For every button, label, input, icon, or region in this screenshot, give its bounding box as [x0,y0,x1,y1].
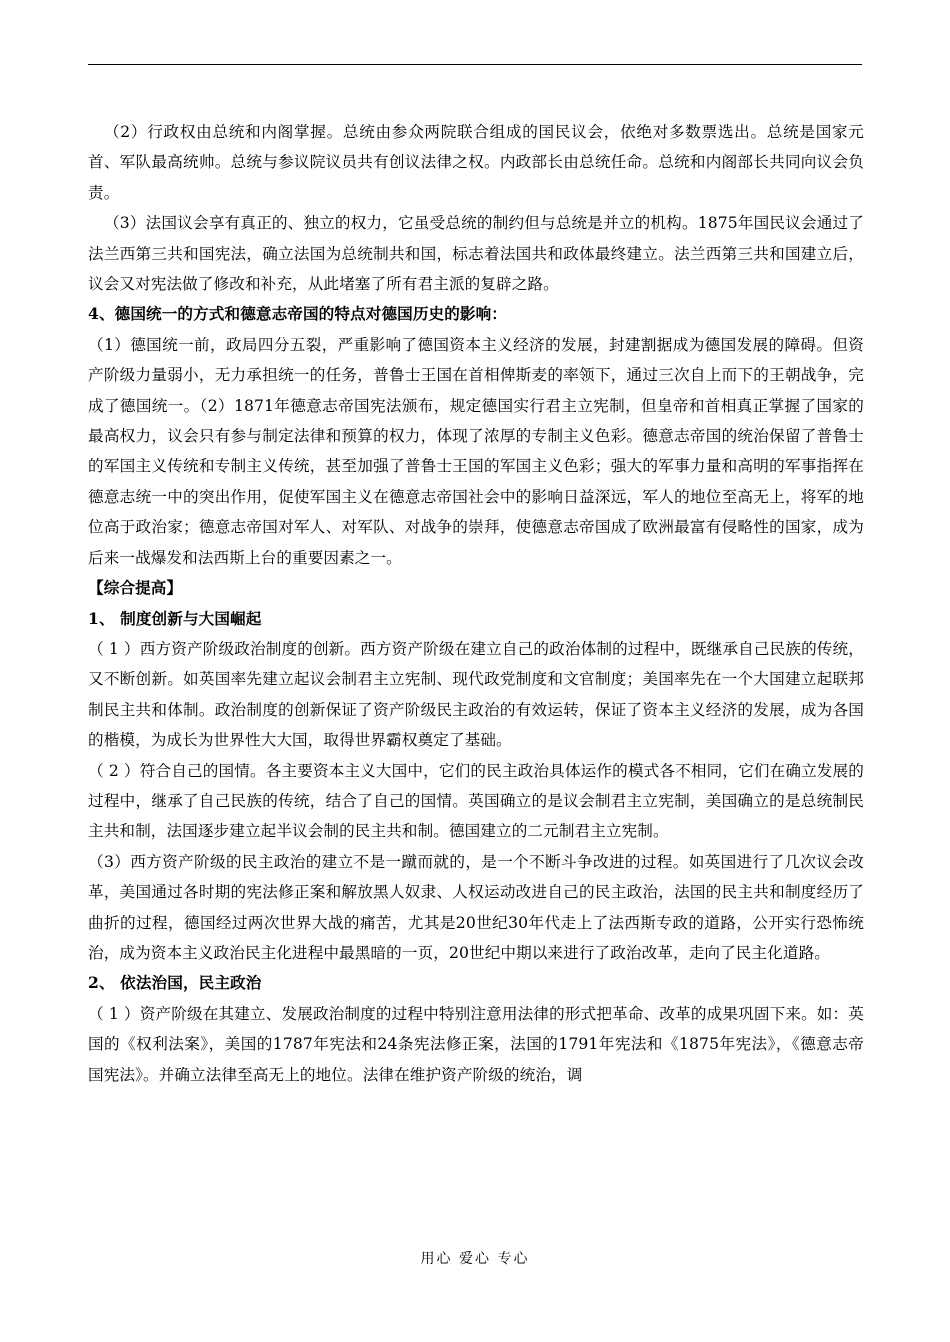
paragraph-innovation-1: （ 1 ）西方资产阶级政治制度的创新。西方资产阶级在建立自己的政治体制的过程中，既继承自己民族的传统，又不断创新。如英国率先建立起议会制君主立宪制、现代政党制度和文官制度；美国率先在一个大国建立起联邦制民主共和体制。政治制度的创新保证了资产阶级民主政治的有效运转，保证了资本主义经济的发展，成为各国的楷模，为成长为世界性大大国，取得世界霸权奠定了基础。 [88,639,864,750]
page-footer: 用心 爱心 专心 [420,1251,530,1267]
paragraph-executive-power: （2）行政权由总统和内阁掌握。总统由参众两院联合组成的国民议会，依绝对多数票选出。总统是国家元首、军队最高统帅。总统与参议院议员共有创议法律之权。内政部长由总统任命。总统和内阁部长共同向议会负责。 [88,123,864,202]
paragraph-rule-of-law-1: （ 1 ）资产阶级在其建立、发展政治制度的过程中特别注意用法律的形式把革命、改革的成果巩固下来。如：英国的《权利法案》，美国的1787年宪法和24条宪法修正案，法国的1791年宪法和《1875年宪法》，《德意志帝国宪法》。并确立法律至高无上的地位。法律在维护资产阶级的统治，调 [88,1004,864,1084]
document-body [88,117,864,1090]
paragraph-german-unification: （1）德国统一前，政局四分五裂，严重影响了德国资本主义经济的发展，封建割据成为德国发展的障碍。但资产阶级力量弱小，无力承担统一的任务，普鲁士王国在首相俾斯麦的率领下，通过三次自上而下的王朝战争，完成了德国统一。（2）1871年德意志帝国宪法颁布，规定德国实行君主立宪制，但皇帝和首相真正掌握了国家的最高权力，议会只有参与制定法律和预算的权力，体现了浓厚的专制主义色彩。德意志帝国的统治保留了普鲁士的军国主义传统和专制主义传统，甚至加强了普鲁士王国的军国主义色彩；强大的军事力量和高明的军事指挥在德意志统一中的突出作用，促使军国主义在德意志帝国社会中的影响日益深远，军人的地位至高无上，将军的地位高于政治家；德意志帝国对军人、对军队、对战争的崇拜，使德意志帝国成了欧洲最富有侵略性的国家，成为后来一战爆发和法西斯上台的重要因素之一。 [88,335,864,567]
heading-comprehensive: 【综合提高】 [88,578,183,598]
paragraph-french-parliament: （3）法国议会享有真正的、独立的权力，它虽受总统的制约但与总统是并立的机构。1875年国民议会通过了法兰西第三共和国宪法，确立法国为总统制共和国，标志着法国共和政体最终建立。法兰西第三共和国建立后，议会又对宪法做了修改和补充，从此堵塞了所有君主派的复辟之路。 [88,214,864,294]
heading-institutional-innovation: 1、 制度创新与大国崛起 [88,608,262,628]
heading-rule-of-law: 2、 依法治国，民主政治 [88,973,262,993]
header-rule [88,64,862,65]
paragraph-innovation-2: （ 2 ）符合自己的国情。各主要资本主义大国中，它们的民主政治具体运作的模式各不相同，它们在确立发展的过程中，继承了自己民族的传统，结合了自己的国情。英国确立的是议会制君主立宪制，美国确立的是总统制民主共和制，法国逐步建立起半议会制的民主共和制。德国建立的二元制君主立宪制。 [88,761,864,841]
paragraph-innovation-3: （3）西方资产阶级的民主政治的建立不是一蹴而就的，是一个不断斗争改进的过程。如英国进行了几次议会改革，美国通过各时期的宪法修正案和解放黑人奴隶、人权运动改进自己的民主政治，法国的民主共和制度经历了曲折的过程，德国经过两次世界大战的痛苦，尤其是20世纪30年代走上了法西斯专政的道路，公开实行恐怖统治，成为资本主义政治民主化进程中最黑暗的一页，20世纪中期以来进行了政治改革，走向了民主化道路。 [88,852,864,962]
heading-german-unification: 4、德国统一的方式和德意志帝国的特点对德国历史的影响： [88,304,507,324]
